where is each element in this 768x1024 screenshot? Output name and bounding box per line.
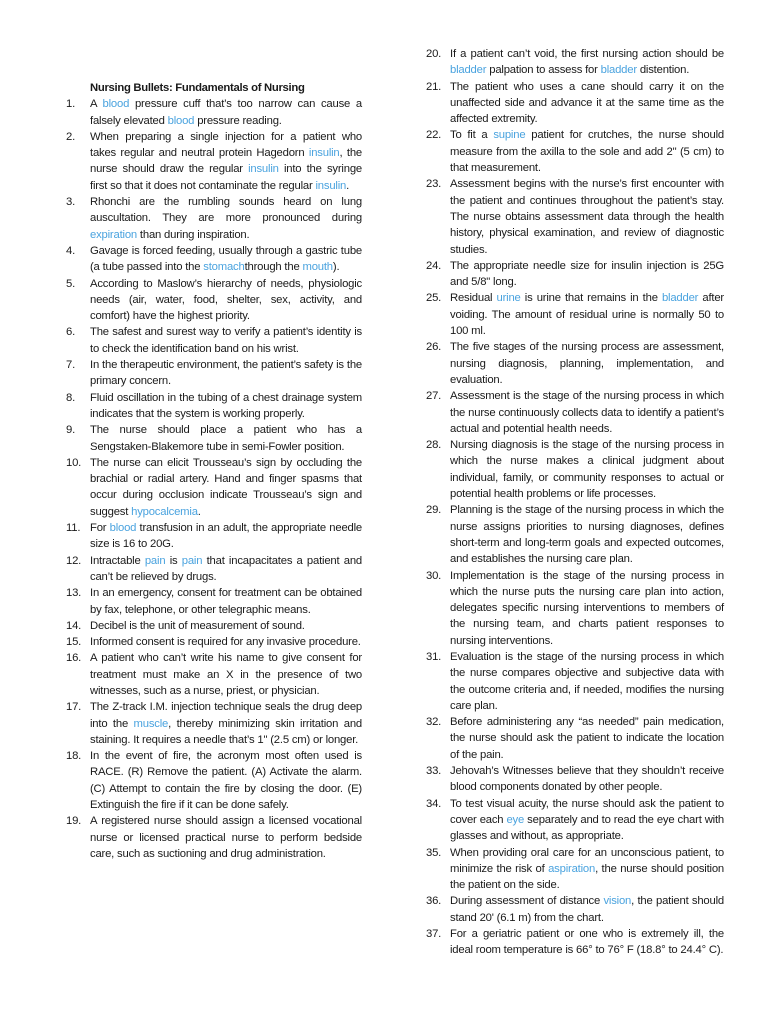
bullet-text-segment: Jehovah’s Witnesses believe that they shouldn’t receive blood components donated by other people.	[450, 765, 724, 794]
bullet-text	[90, 276, 362, 325]
bullet-item	[66, 618, 362, 634]
bullet-text-segment: The five stages of the nursing process are assessment, nursing diagnosis, planning, implementation, and evaluation.	[450, 341, 724, 386]
bullet-item	[426, 79, 724, 128]
bullet-text-segment: palpation to assess for	[486, 64, 601, 77]
bullet-number: 3.	[66, 196, 76, 209]
bullet-text-segment: ).	[332, 261, 340, 274]
bullet-list-left	[66, 96, 362, 862]
bullet-number: 10.	[66, 456, 82, 469]
bullet-number: 24.	[426, 259, 442, 272]
highlighted-term: blood	[102, 98, 130, 111]
bullet-item	[66, 634, 362, 650]
bullet-text	[90, 243, 362, 276]
bullet-text	[90, 813, 362, 862]
bullet-item	[66, 357, 362, 390]
bullet-text-segment: For a geriatric patient or one who is extremely ill, the ideal room temperature is 66° to 76° F (18.8° to 24.4° C).	[450, 928, 724, 957]
bullet-item	[66, 699, 362, 748]
bullet-text-segment: Rhonchi are the rumbling sounds heard on lung auscultation. They are more pronounced during	[90, 196, 362, 225]
bullet-text-segment: When providing oral care for an unconscious patient, to minimize the risk of	[450, 846, 724, 875]
bullet-text-segment: Gavage is forced feeding, usually through a gastric tube (a tube passed into the	[90, 244, 362, 274]
bullet-text	[90, 357, 362, 390]
bullet-number: 31.	[426, 650, 442, 663]
bullet-text	[90, 455, 362, 520]
bullet-item	[426, 845, 724, 894]
bullet-text-segment: To fit a	[450, 129, 494, 142]
bullet-text-segment: When preparing a single injection for a patient who takes regular and neutral protein Hagedorn	[90, 130, 362, 160]
bullet-item	[426, 502, 724, 567]
bullet-number: 7.	[66, 359, 76, 372]
bullet-text	[450, 176, 724, 257]
highlighted-term: bladder	[600, 64, 637, 77]
bullet-text-segment: To test visual acuity, the nurse should ask the patient to cover each	[450, 797, 724, 826]
bullet-text-segment: Nursing diagnosis is the stage of the nursing process in which the nurse makes a clinical judgment about individual, family, or community responses to actual or potential health problems or life processes.	[450, 439, 724, 501]
bullet-text	[90, 618, 362, 634]
highlighted-term: insulin	[315, 179, 347, 192]
bullet-text	[450, 926, 724, 959]
bullet-item	[66, 553, 362, 586]
bullet-text	[450, 339, 724, 388]
bullet-text	[90, 324, 362, 357]
bullet-item	[426, 127, 724, 176]
highlighted-term: bladder	[450, 64, 487, 77]
bullet-number: 9.	[66, 424, 76, 437]
bullet-list-right	[426, 46, 724, 959]
bullet-text-segment: than during inspiration.	[136, 228, 250, 241]
bullet-number: 15.	[66, 636, 82, 649]
bullet-text-segment: .	[197, 505, 201, 518]
bullet-text-segment: Assessment begins with the nurse’s first encounter with the patient and continues throughout the patient’s stay. The nurse obtains assessment data through the health history, physical examination, and review of diagnostic studies.	[450, 178, 724, 256]
bullet-text-segment: that incapacitates a patient and can’t be relieved by drugs.	[90, 554, 362, 583]
bullet-text	[90, 96, 362, 129]
bullet-text	[450, 796, 724, 845]
bullet-text-segment: In an emergency, consent for treatment can be obtained by fax, telephone, or other telegraphic means.	[90, 587, 362, 616]
bullet-number: 5.	[66, 277, 76, 290]
highlighted-term: pain	[144, 554, 166, 567]
bullet-text-segment: The nurse can elicit Trousseau’s sign by occluding the brachial or radial artery. Hand and finger spasms that occur during occlusion indicate Trousseau’s sign and suggest	[90, 456, 362, 518]
bullet-text	[450, 258, 724, 291]
bullet-text	[90, 585, 362, 618]
bullet-number: 21.	[426, 80, 442, 93]
bullet-text-segment: The patient who uses a cane should carry it on the unaffected side and advance it at the same time as the affected extremity.	[450, 80, 724, 126]
highlighted-term: pain	[181, 554, 203, 567]
bullet-item	[426, 649, 724, 714]
bullet-text-segment: A patient who can’t write his name to give consent for treatment must make an X in the presence of two witnesses, such as a nurse, priest, or physician.	[90, 652, 362, 697]
bullet-item	[426, 339, 724, 388]
bullet-text-segment: Informed consent is required for any invasive procedure.	[90, 636, 361, 649]
bullet-item	[66, 455, 362, 520]
bullet-text-segment: According to Maslow’s hierarchy of needs, physiologic needs (air, water, food, shelter, sex, activity, and comfort) have the highest priority.	[90, 277, 362, 323]
highlighted-term: vision	[603, 895, 632, 908]
bullet-number: 30.	[426, 569, 442, 582]
bullet-item	[426, 714, 724, 763]
bullet-item	[426, 763, 724, 796]
bullet-item	[426, 290, 724, 339]
highlighted-term: expiration	[90, 228, 137, 241]
bullet-text	[450, 437, 724, 502]
highlighted-term: eye	[506, 813, 525, 826]
bullet-text	[450, 845, 724, 894]
bullet-text-segment: The safest and surest way to verify a patient’s identity is to check the identification band on his wrist.	[90, 326, 362, 355]
bullet-item	[66, 194, 362, 243]
bullet-text-segment: .	[346, 179, 350, 192]
bullet-text	[90, 699, 362, 748]
bullet-number: 17.	[66, 701, 82, 714]
bullet-text-segment: transfusion in an adult, the appropriate needle size is 16 to 20G.	[90, 522, 362, 551]
bullet-number: 33.	[426, 765, 442, 778]
bullet-text-segment: Intractable	[90, 554, 145, 567]
bullet-text-segment: separately and to read the eye chart with glasses and without, as appropriate.	[450, 813, 724, 843]
bullet-text	[450, 127, 724, 176]
bullet-item	[426, 796, 724, 845]
bullet-text	[450, 763, 724, 796]
bullet-item	[426, 176, 724, 257]
bullet-text-segment: is urine that remains in the	[520, 292, 662, 305]
bullet-text-segment: pressure cuff that’s too narrow can cause a falsely elevated	[90, 98, 362, 127]
bullet-text-segment: , thereby minimizing skin irritation and staining. It requires a needle that’s 1" (2.5 cm) or longer.	[90, 717, 362, 746]
bullet-text-segment: During assessment of distance	[450, 895, 604, 908]
bullet-text-segment: Before administering any “as needed” pain medication, the nurse should ask the patient to indicate the location of the pain.	[450, 716, 724, 761]
highlighted-term: blood	[109, 522, 137, 535]
bullet-number: 23.	[426, 178, 442, 191]
bullet-text-segment: distention.	[636, 64, 690, 77]
highlighted-term: aspiration	[548, 862, 596, 875]
bullet-text-segment: A	[90, 98, 103, 111]
bullet-text	[450, 568, 724, 649]
bullet-number: 1.	[66, 98, 76, 111]
bullet-item	[66, 129, 362, 194]
bullet-text-segment: The appropriate needle size for insulin injection is 25G and 5/8" long.	[450, 259, 724, 289]
bullet-text	[90, 650, 362, 699]
bullet-number: 20.	[426, 48, 442, 60]
document-title: Nursing Bullets: Fundamentals of Nursing	[90, 82, 305, 94]
bullet-text-segment: For	[90, 522, 110, 535]
bullet-item	[66, 276, 362, 325]
bullet-item	[426, 388, 724, 437]
bullet-number: 16.	[66, 652, 82, 665]
bullet-text	[90, 422, 362, 455]
bullet-text	[90, 748, 362, 813]
bullet-number: 6.	[66, 326, 76, 339]
bullet-text	[90, 553, 362, 586]
bullet-item	[426, 46, 724, 79]
bullet-text-segment: after voiding. The amount of residual urine is normally 50 to 100 ml.	[450, 292, 724, 338]
bullet-item	[66, 585, 362, 618]
bullet-text-segment: Implementation is the stage of the nursing process in which the nurse puts the nursing care plan into action, delegates specific nursing interventions to members of the nursing team, and charts patient responses to nursing interventions.	[450, 569, 724, 647]
bullet-item	[66, 650, 362, 699]
bullet-text-segment: , the patient should stand 20' (6.1 m) from the chart.	[450, 895, 724, 924]
bullet-text	[450, 893, 724, 926]
highlighted-term: blood	[167, 114, 195, 127]
bullet-number: 11.	[66, 522, 81, 535]
bullet-item	[66, 390, 362, 423]
bullet-text-segment: In the therapeutic environment, the patient’s safety is the primary concern.	[90, 359, 362, 388]
left-column	[66, 0, 362, 862]
bullet-item	[426, 568, 724, 649]
bullet-text	[90, 390, 362, 423]
highlighted-term: stomach	[203, 261, 245, 274]
bullet-text	[450, 290, 724, 339]
highlighted-term: muscle	[133, 717, 169, 730]
bullet-text	[450, 79, 724, 128]
bullet-text-segment: patient for crutches, the nurse should measure from the axilla to the sole and add 2" (5 cm) to that measurement.	[450, 129, 724, 175]
bullet-text-segment: In the event of fire, the acronym most often used is RACE. (R) Remove the patient. (A) Activate the alarm. (C) Attempt to contain the fire by closing the door. (E) Extinguish the fire if it can be done safely.	[90, 750, 362, 812]
bullet-text-segment: A registered nurse should assign a licensed vocational nurse or licensed practical nurse to perform bedside care, such as suctioning and drug administration.	[90, 815, 362, 860]
bullet-text-segment: Fluid oscillation in the tubing of a chest drainage system indicates that the system is working properly.	[90, 391, 362, 420]
bullet-text-segment: Residual	[450, 292, 497, 305]
bullet-text-segment: Assessment is the stage of the nursing process in which the nurse continuously collects data to identify a patient’s actual and potential health needs.	[450, 390, 724, 435]
bullet-number: 35.	[426, 846, 442, 859]
highlighted-term: insulin	[248, 163, 279, 176]
bullet-item	[66, 96, 362, 129]
bullet-number: 19.	[66, 815, 82, 828]
highlighted-term: urine	[496, 292, 521, 305]
bullet-text-segment: Planning is the stage of the nursing process in which the nurse assigns priorities to nursing diagnoses, defines short-term and long-term goals and expected outcomes, and establishes the nursing care plan.	[450, 504, 724, 566]
bullet-text	[450, 388, 724, 437]
bullet-number: 29.	[426, 504, 442, 517]
bullet-number: 34.	[426, 797, 442, 810]
bullet-number: 2.	[66, 130, 76, 143]
bullet-number: 8.	[66, 391, 76, 404]
highlighted-term: mouth	[302, 261, 333, 274]
bullet-text	[450, 714, 724, 763]
bullet-text-segment: If a patient can’t void, the first nursing action should be	[450, 48, 724, 60]
bullet-number: 26.	[426, 341, 442, 354]
bullet-number: 37.	[426, 928, 442, 941]
highlighted-term: hypocalcemia	[131, 505, 198, 518]
bullet-text-segment: is	[165, 554, 182, 567]
bullet-text-segment: The Z-track I.M. injection technique seals the drug deep into the	[90, 701, 362, 730]
bullet-text	[450, 649, 724, 714]
bullet-item	[426, 926, 724, 959]
bullet-number: 32.	[426, 716, 442, 729]
bullet-item	[66, 813, 362, 862]
bullet-text-segment: The nurse should place a patient who has a Sengstaken-Blakemore tube in semi-Fowler position.	[90, 424, 362, 453]
bullet-text-segment: into the syringe first so that it does not contaminate the regular	[90, 163, 362, 192]
bullet-text	[90, 129, 362, 194]
bullet-text	[90, 194, 362, 243]
bullet-text-segment: Evaluation is the stage of the nursing process in which the nurse compares objective and subjective data with the outcome criteria and, if needed, modifies the nursing care plan.	[450, 650, 724, 712]
bullet-number: 18.	[66, 750, 82, 763]
bullet-item	[66, 520, 362, 553]
bullet-item	[66, 243, 362, 276]
right-column	[426, 0, 724, 959]
bullet-text-segment: , the nurse should draw the regular	[90, 147, 363, 176]
bullet-number: 25.	[426, 292, 442, 305]
bullet-number: 14.	[66, 619, 82, 632]
bullet-item	[426, 893, 724, 926]
bullet-number: 4.	[66, 244, 76, 257]
bullet-text-segment: through the	[244, 261, 303, 274]
bullet-number: 13.	[66, 587, 82, 600]
bullet-text-segment: Decibel is the unit of measurement of sound.	[90, 619, 305, 632]
bullet-number: 28.	[426, 439, 442, 452]
bullet-item	[66, 324, 362, 357]
bullet-number: 22.	[426, 129, 442, 142]
bullet-text	[450, 502, 724, 567]
highlighted-term: insulin	[308, 147, 340, 160]
bullet-text	[90, 520, 362, 553]
bullet-number: 27.	[426, 390, 442, 403]
bullet-item	[426, 258, 724, 291]
highlighted-term: supine	[493, 129, 526, 142]
bullet-number: 36.	[426, 895, 442, 908]
bullet-item	[426, 437, 724, 502]
bullet-item	[66, 748, 362, 813]
bullet-text-segment: pressure reading.	[194, 114, 282, 127]
bullet-number: 12.	[66, 554, 82, 567]
bullet-text	[90, 634, 362, 650]
highlighted-term: bladder	[661, 292, 699, 305]
bullet-text-segment: , the nurse should position the patient on the side.	[450, 862, 724, 892]
bullet-item	[66, 422, 362, 455]
bullet-text	[450, 46, 724, 79]
